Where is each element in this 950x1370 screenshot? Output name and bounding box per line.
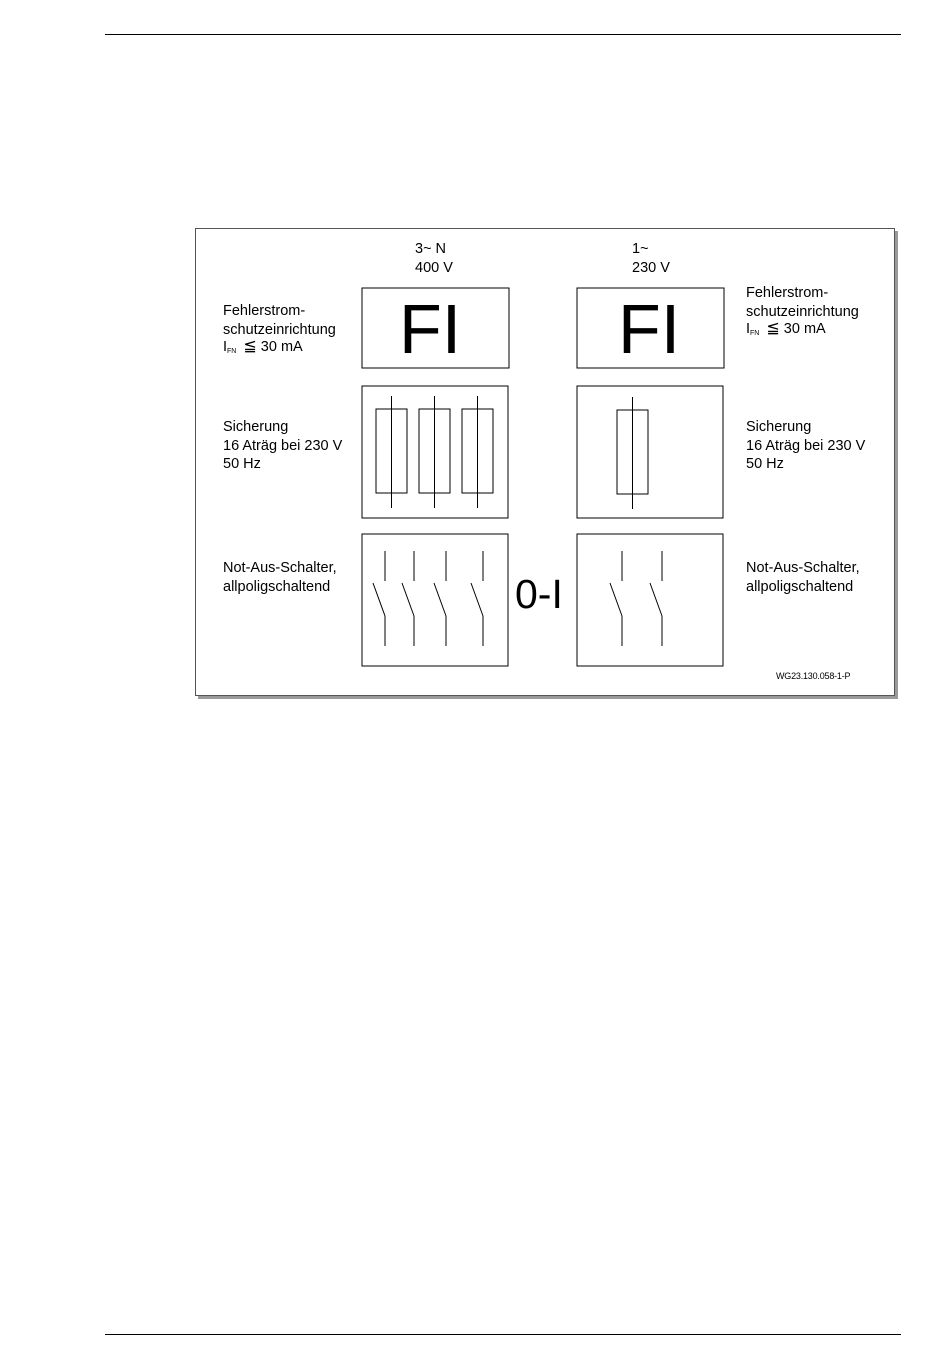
ifn-symbol-left: I: [223, 339, 228, 355]
fuse-icon-left-2: [419, 396, 450, 508]
switch-label-right: [746, 559, 860, 596]
fuse-label-right: [746, 418, 865, 474]
fuse-left-line2: 16 Aträg bei 230 V: [223, 437, 343, 454]
fuse-left-line3: 50 Hz: [223, 456, 261, 472]
rcd-rating-left: [223, 338, 303, 361]
leq-symbol-left: ≦: [243, 338, 257, 355]
fuse-left-line1: Sicherung: [223, 419, 289, 435]
switch-pole-left-2: [402, 551, 414, 646]
ifn-value-left: 30 mA: [260, 339, 303, 355]
switch-right-line2: allpoligschaltend: [746, 578, 854, 595]
switch-box-right: [577, 534, 723, 666]
switch-pole-left-1: [373, 551, 385, 646]
fuse-icon-left-3: [462, 396, 493, 508]
fuse-icon-right-1: [617, 397, 648, 509]
switch-pole-right-2: [650, 551, 662, 646]
phase-left-line1: 3~ N: [415, 241, 447, 257]
phase-right-line2: 230 V: [632, 259, 670, 276]
fi-symbol-right: FI: [618, 290, 681, 368]
fuse-right-line3: 50 Hz: [746, 456, 784, 472]
rcd-rating-right: [746, 320, 826, 343]
leq-symbol-right: ≦: [766, 320, 780, 337]
switch-pole-left-4: [471, 551, 483, 646]
ifn-subscript-left: FN: [227, 348, 237, 355]
fuse-icon-left-1: [376, 396, 407, 508]
switch-pole-left-3: [434, 551, 446, 646]
switch-left-line1: Not-Aus-Schalter,: [223, 560, 337, 576]
connection-diagram: [195, 228, 895, 696]
rcd-left-line2: schutzeinrichtung: [223, 321, 336, 338]
switch-right-line1: Not-Aus-Schalter,: [746, 560, 860, 576]
phase-label-right: [632, 240, 670, 277]
fi-symbol-left: FI: [399, 290, 462, 368]
switch-box-left: [362, 534, 508, 666]
drawing-reference: WG23.130.058-1-P: [776, 671, 851, 681]
rcd-right-line2: schutzeinrichtung: [746, 303, 859, 320]
ifn-subscript-right: FN: [750, 330, 760, 337]
switch-symbol: 0-I: [515, 571, 563, 617]
ifn-symbol-right: I: [746, 321, 751, 337]
switch-label-left: [223, 559, 337, 596]
fuse-right-line2: 16 Aträg bei 230 V: [746, 437, 866, 454]
switch-left-line2: allpoligschaltend: [223, 578, 331, 595]
footer-rule: [105, 1334, 901, 1335]
rcd-label-right: [746, 284, 859, 321]
header-rule: [105, 34, 901, 35]
fuse-right-line1: Sicherung: [746, 419, 812, 435]
rcd-left-line1: Fehlerstrom-: [223, 303, 306, 319]
rcd-right-line1: Fehlerstrom-: [746, 285, 829, 301]
rcd-label-left: [223, 302, 336, 339]
fuse-label-left: [223, 418, 342, 474]
phase-label-left: [415, 240, 453, 277]
fuse-box-right: [577, 386, 723, 518]
phase-left-line2: 400 V: [415, 259, 453, 276]
switch-pole-right-1: [610, 551, 622, 646]
ifn-value-right: 30 mA: [783, 321, 826, 337]
phase-right-line1: 1~: [632, 241, 649, 257]
